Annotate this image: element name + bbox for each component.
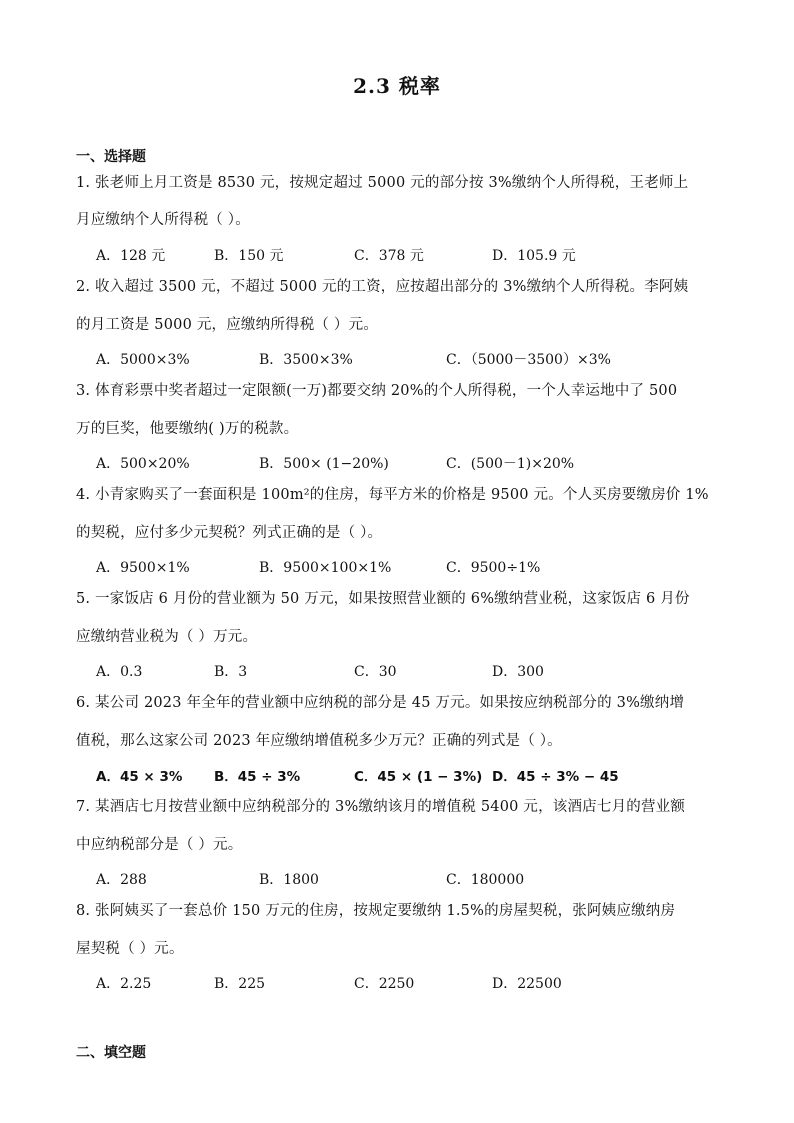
question-3-option-a[interactable]: A．500×20% (96, 456, 190, 472)
question-4-option-a[interactable]: A．9500×1% (96, 560, 190, 576)
question-4-line-1: 4. 小青家购买了一套面积是 100m²的住房，每平方米的价格是 9500 元。个人买房要缴房价 1% (76, 487, 709, 503)
question-4-option-c[interactable]: C．9500÷1% (446, 560, 541, 576)
question-2-option-c[interactable]: C．（5000－3500）×3% (446, 352, 611, 368)
question-5-option-a[interactable]: A．0.3 (96, 664, 143, 680)
question-8-option-a[interactable]: A．2.25 (96, 976, 152, 992)
question-1-option-b[interactable]: B．150 元 (214, 248, 284, 264)
question-4-line-2: 的契税，应付多少元契税？列式正确的是（ ）。 (76, 525, 383, 541)
question-3-option-c[interactable]: C．(500－1)×20% (446, 456, 575, 472)
question-6-option-c[interactable]: C．45 × (1 − 3%) (354, 769, 483, 785)
question-6-option-a[interactable]: A．45 × 3% (96, 769, 183, 785)
question-5-line-2: 应缴纳营业税为（ ）万元。 (76, 629, 258, 645)
question-8-option-c[interactable]: C．2250 (354, 976, 415, 992)
question-2-option-a[interactable]: A．5000×3% (96, 352, 190, 368)
question-3-line-2: 万的巨奖，他要缴纳( )万的税款。 (76, 421, 299, 437)
question-3-line-1: 3. 体育彩票中奖者超过一定限额(一万)都要交纳 20%的个人所得税，一个人幸运地中了 500 (76, 383, 678, 399)
question-2-option-b[interactable]: B．3500×3% (259, 352, 353, 368)
page-title: 2.3 税率 (353, 74, 441, 98)
question-4-option-b[interactable]: B．9500×100×1% (259, 560, 392, 576)
question-6-option-d[interactable]: D．45 ÷ 3% − 45 (492, 769, 619, 785)
section-heading-fill: 二、填空题 (76, 1045, 146, 1061)
question-1-line-2: 月应缴纳个人所得税（ ）。 (76, 212, 250, 228)
question-3-option-b[interactable]: B．500× (1−20%) (259, 456, 389, 472)
question-8-option-d[interactable]: D．22500 (492, 976, 562, 992)
question-5-option-d[interactable]: D．300 (492, 664, 544, 680)
question-7-option-b[interactable]: B．1800 (259, 872, 319, 888)
question-7-option-c[interactable]: C．180000 (446, 872, 525, 888)
question-1-line-1: 1. 张老师上月工资是 8530 元，按规定超过 5000 元的部分按 3%缴纳个人所得税，王老师上 (76, 175, 689, 191)
question-7-line-1: 7. 某酒店七月按营业额中应纳税部分的 3%缴纳该月的增值税 5400 元，该酒店七月的营业额 (76, 799, 686, 815)
question-6-option-b[interactable]: B．45 ÷ 3% (214, 769, 301, 785)
question-1-option-a[interactable]: A．128 元 (96, 248, 166, 264)
question-2-line-2: 的月工资是 5000 元，应缴纳所得税（ ）元。 (76, 317, 379, 333)
question-2-line-1: 2. 收入超过 3500 元，不超过 5000 元的工资，应按超出部分的 3%缴纳个人所得税。李阿姨 (76, 279, 689, 295)
question-7-line-2: 中应纳税部分是（ ）元。 (76, 837, 243, 853)
section-heading-choice: 一、选择题 (76, 149, 146, 165)
question-1-option-d[interactable]: D．105.9 元 (492, 248, 576, 264)
question-5-option-b[interactable]: B．3 (214, 664, 248, 680)
question-7-option-a[interactable]: A．288 (96, 872, 147, 888)
question-8-option-b[interactable]: B．225 (214, 976, 266, 992)
question-5-option-c[interactable]: C．30 (354, 664, 397, 680)
question-1-option-c[interactable]: C．378 元 (354, 248, 424, 264)
question-6-line-2: 值税，那么这家公司 2023 年应缴纳增值税多少万元？正确的列式是（ ）。 (76, 733, 562, 749)
question-8-line-1: 8. 张阿姨买了一套总价 150 万元的住房，按规定要缴纳 1.5%的房屋契税，张阿姨应缴纳房 (76, 903, 676, 919)
question-6-line-1: 6. 某公司 2023 年全年的营业额中应纳税的部分是 45 万元。如果按应纳税部分的 3%缴纳增 (76, 695, 685, 711)
question-8-line-2: 屋契税（ ）元。 (76, 941, 184, 957)
question-5-line-1: 5. 一家饭店 6 月份的营业额为 50 万元，如果按照营业额的 6%缴纳营业税，这家饭店 6 月份 (76, 591, 690, 607)
